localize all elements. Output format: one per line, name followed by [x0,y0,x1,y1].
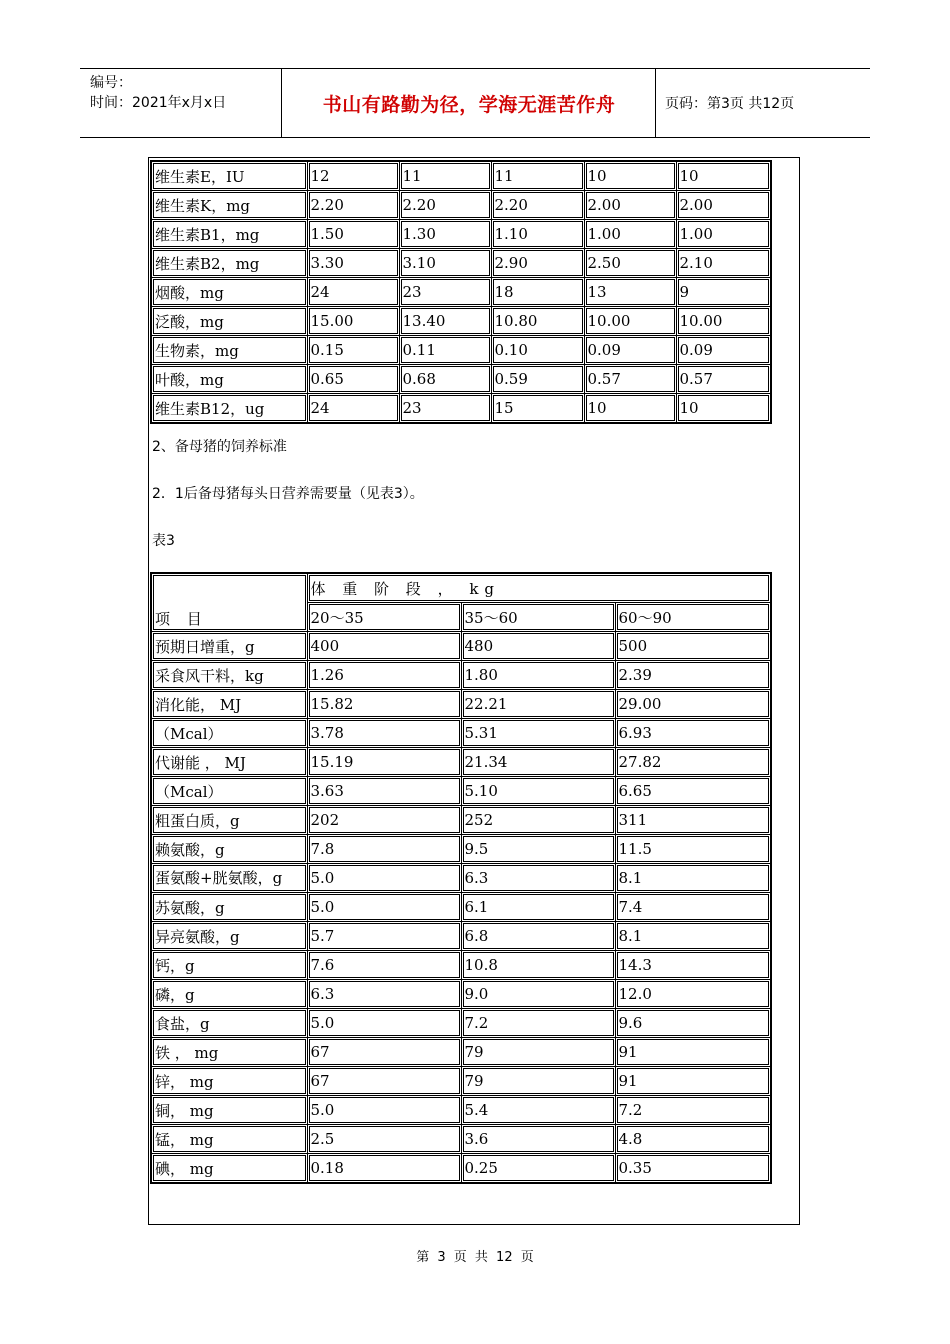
table-cell: 0.18 [307,1154,461,1184]
item-header: 项 目 [151,573,307,632]
table-row [151,922,771,951]
table-cell: 7.4 [615,893,771,922]
table-cell: 21.34 [461,748,615,777]
table-cell: 8.1 [615,922,771,951]
table-cell: 3.78 [307,719,461,748]
table-row [151,806,771,835]
table-cell: 1.50 [307,220,399,249]
table-cell: 7.6 [307,951,461,980]
page-footer: 第 3 页 共 12 页 [416,1250,534,1265]
stage-header: 60～90 [615,603,771,632]
row-label: 异亮氨酸，g [151,922,307,951]
table-cell: 2.20 [491,191,584,220]
table-cell: 2.39 [615,661,771,690]
table-cell: 10 [676,394,771,424]
stage-header: 20～35 [307,603,461,632]
table-cell: 12.0 [615,980,771,1009]
row-label: 蛋氨酸+胱氨酸，g [151,864,307,893]
table-row [151,336,771,365]
table-cell: 13 [584,278,676,307]
table-row [151,893,771,922]
table-cell: 12 [307,161,399,191]
table-row [151,307,771,336]
table-cell: 15.82 [307,690,461,719]
table-cell: 7.8 [307,835,461,864]
table-cell: 15 [491,394,584,424]
table-row [151,1154,771,1184]
table-cell: 10.80 [491,307,584,336]
table-cell: 6.3 [461,864,615,893]
row-label: 维生素B1，mg [151,220,307,249]
table-cell: 3.6 [461,1125,615,1154]
table-header-row [151,573,771,603]
table-cell: 6.8 [461,922,615,951]
table-cell: 1.26 [307,661,461,690]
section-subheading: 2．1后备母猪每头日营养需要量（见表3）。 [152,486,424,502]
table-cell: 67 [307,1038,461,1067]
table-row [151,278,771,307]
table-cell: 5.0 [307,1009,461,1038]
table-row [151,835,771,864]
table-cell: 5.31 [461,719,615,748]
table-cell: 7.2 [461,1009,615,1038]
table-row [151,1125,771,1154]
table-cell: 15.00 [307,307,399,336]
table-cell: 9.6 [615,1009,771,1038]
table-cell: 6.1 [461,893,615,922]
row-label: 苏氨酸，g [151,893,307,922]
row-label: 粗蛋白质，g [151,806,307,835]
table-cell: 311 [615,806,771,835]
row-label: 维生素E，IU [151,161,307,191]
table-cell: 2.00 [676,191,771,220]
table-cell: 10 [584,394,676,424]
row-label: 食盐，g [151,1009,307,1038]
table-cell: 18 [491,278,584,307]
table-cell: 10 [584,161,676,191]
table-cell: 11 [491,161,584,191]
table-cell: 27.82 [615,748,771,777]
table-cell: 2.5 [307,1125,461,1154]
table-row [151,777,771,806]
table-cell: 6.93 [615,719,771,748]
row-label: 维生素K，mg [151,191,307,220]
header-motto: 书山有路勤为径，学海无涯苦作舟 [322,93,616,116]
row-label: 铜， mg [151,1096,307,1125]
table-cell: 10 [676,161,771,191]
table-cell: 0.35 [615,1154,771,1184]
table-cell: 3.10 [399,249,491,278]
table-row [151,719,771,748]
header-divider [655,69,656,137]
table-cell: 23 [399,278,491,307]
table-row [151,1009,771,1038]
table-cell: 10.00 [676,307,771,336]
table-cell: 2.90 [491,249,584,278]
table-cell: 0.15 [307,336,399,365]
table-cell: 0.65 [307,365,399,394]
table-cell: 0.09 [584,336,676,365]
section-heading: 2、备母猪的饲养标准 [152,439,287,455]
table-cell: 5.7 [307,922,461,951]
table-row [151,661,771,690]
table-cell: 3.30 [307,249,399,278]
table-cell: 91 [615,1067,771,1096]
table-cell: 0.09 [676,336,771,365]
table-cell: 23 [399,394,491,424]
stage-header: 35～60 [461,603,615,632]
header-divider [281,69,282,137]
table-cell: 0.11 [399,336,491,365]
table-cell: 2.20 [399,191,491,220]
table-cell: 9.5 [461,835,615,864]
row-label: 维生素B12，ug [151,394,307,424]
table-cell: 252 [461,806,615,835]
row-label: （Mcal） [151,777,307,806]
table-cell: 480 [461,632,615,661]
table-cell: 1.80 [461,661,615,690]
table-cell: 2.50 [584,249,676,278]
table-cell: 1.30 [399,220,491,249]
time-label: 时间：2021年x月x日 [90,95,227,111]
table-cell: 202 [307,806,461,835]
table-cell: 0.10 [491,336,584,365]
table-cell: 15.19 [307,748,461,777]
row-label: 代谢能 ， MJ [151,748,307,777]
table-cell: 1.00 [584,220,676,249]
table-cell: 11.5 [615,835,771,864]
table-cell: 5.0 [307,893,461,922]
row-label: 采食风干料，kg [151,661,307,690]
row-label: 碘， mg [151,1154,307,1184]
table-cell: 2.20 [307,191,399,220]
table-row [151,365,771,394]
serial-label: 编号： [90,75,132,91]
table-cell: 500 [615,632,771,661]
table-cell: 5.0 [307,1096,461,1125]
table-cell: 5.4 [461,1096,615,1125]
header-meta [90,73,226,113]
table-cell: 22.21 [461,690,615,719]
table-cell: 1.10 [491,220,584,249]
table-row [151,394,771,424]
row-label: 钙，g [151,951,307,980]
table-cell: 24 [307,394,399,424]
table-cell: 29.00 [615,690,771,719]
row-label: 维生素B2，mg [151,249,307,278]
row-label: 锌， mg [151,1067,307,1096]
table-cell: 11 [399,161,491,191]
table-cell: 6.65 [615,777,771,806]
table-cell: 13.40 [399,307,491,336]
table-cell: 2.10 [676,249,771,278]
table-cell: 5.0 [307,864,461,893]
table-row [151,1038,771,1067]
table-cell: 0.57 [676,365,771,394]
table-cell: 400 [307,632,461,661]
table-label: 表3 [152,533,175,549]
row-label: 铁 ， mg [151,1038,307,1067]
header-page-code: 页码：第3页 共12页 [665,96,795,112]
row-label: 叶酸，mg [151,365,307,394]
table-cell: 91 [615,1038,771,1067]
vitamin-table [150,160,772,424]
table-cell: 79 [461,1067,615,1096]
table-row [151,748,771,777]
table-cell: 6.3 [307,980,461,1009]
table-cell: 0.57 [584,365,676,394]
table-row [151,220,771,249]
table-cell: 10.00 [584,307,676,336]
table-cell: 3.63 [307,777,461,806]
table-cell: 10.8 [461,951,615,980]
row-label: 磷，g [151,980,307,1009]
table-row [151,1096,771,1125]
row-label: 生物素，mg [151,336,307,365]
row-label: （Mcal） [151,719,307,748]
table-cell: 24 [307,278,399,307]
table-cell: 7.2 [615,1096,771,1125]
table-row [151,249,771,278]
row-label: 烟酸，mg [151,278,307,307]
table-cell: 5.10 [461,777,615,806]
table-cell: 8.1 [615,864,771,893]
row-label: 泛酸，mg [151,307,307,336]
table-row [151,980,771,1009]
table-cell: 1.00 [676,220,771,249]
table-cell: 0.59 [491,365,584,394]
table-row [151,690,771,719]
table-row [151,632,771,661]
row-label: 消化能， MJ [151,690,307,719]
table-cell: 4.8 [615,1125,771,1154]
weight-stage-header: 体 重 阶 段 ， kg [307,573,771,603]
table-cell: 9.0 [461,980,615,1009]
table-cell: 2.00 [584,191,676,220]
table-cell: 9 [676,278,771,307]
table-row [151,191,771,220]
table-cell: 67 [307,1067,461,1096]
row-label: 预期日增重，g [151,632,307,661]
table-cell: 0.25 [461,1154,615,1184]
table-cell: 14.3 [615,951,771,980]
table-row [151,951,771,980]
table-cell: 0.68 [399,365,491,394]
table-row [151,1067,771,1096]
gilt-nutrient-table [150,572,772,1184]
row-label: 锰， mg [151,1125,307,1154]
table-row [151,864,771,893]
row-label: 赖氨酸，g [151,835,307,864]
table-row [151,161,771,191]
table-cell: 79 [461,1038,615,1067]
page-header [80,68,870,138]
